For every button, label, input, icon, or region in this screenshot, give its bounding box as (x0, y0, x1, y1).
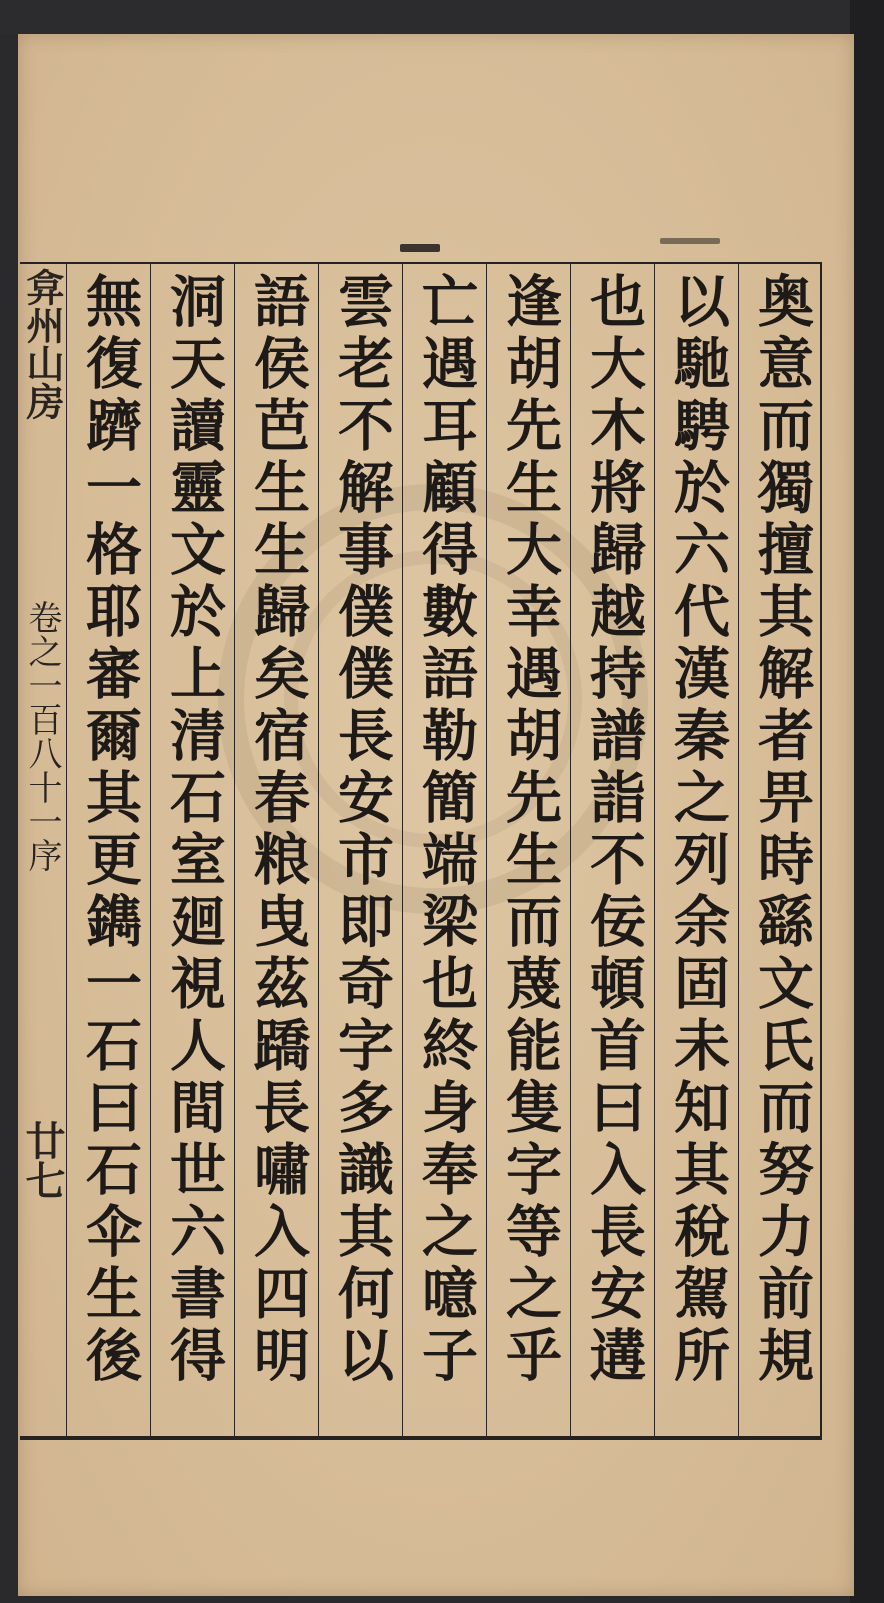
ink-smudge (400, 244, 440, 252)
column-divider (402, 262, 403, 1440)
scanner-background-top (0, 0, 884, 34)
column-divider (570, 262, 571, 1440)
margin-category: 序 (22, 838, 62, 872)
ink-smudge (660, 238, 720, 244)
column-divider (234, 262, 235, 1440)
text-column-6: 雲老不解事僕僕長安市即奇字多識其何以 (329, 272, 395, 1388)
column-divider (486, 262, 487, 1440)
text-column-8: 洞天讀靈文於上清石室廻視人間世六書得 (161, 272, 227, 1388)
margin-folio-number: 廿七 (19, 1120, 66, 1200)
text-column-9: 無復躋一格耶審爾其更鐫一石曰石伞生後 (77, 272, 143, 1388)
margin-book-title: 弇州山房 (20, 268, 65, 420)
text-column-2: 以馳騁於六代漢秦之列余固未知其稅駕所 (665, 272, 731, 1388)
margin-volume-label (18, 600, 66, 872)
margin-volume-number: 卷之一百八十一 (22, 600, 62, 838)
column-divider (66, 262, 67, 1440)
text-column-1: 奥意而獨擅其解者畀時繇文氏而努力前規 (749, 272, 815, 1388)
scanner-background-right (850, 0, 884, 1603)
column-divider (318, 262, 319, 1440)
column-divider (150, 262, 151, 1440)
column-divider (654, 262, 655, 1440)
text-column-4: 逢胡先生大幸遇胡先生而蔑能隻字等之乎 (497, 272, 563, 1388)
text-column-5: 亡遇耳顧得數語勒簡端梁也終身奉之噫子 (413, 272, 479, 1388)
column-divider (738, 262, 739, 1440)
text-column-3: 也大木將歸越持譜詣不佞頓首曰入長安遘 (581, 272, 647, 1388)
text-column-7: 語侯芭生生歸矣宿春粮曳茲蹻長嘯入四明 (245, 272, 311, 1388)
